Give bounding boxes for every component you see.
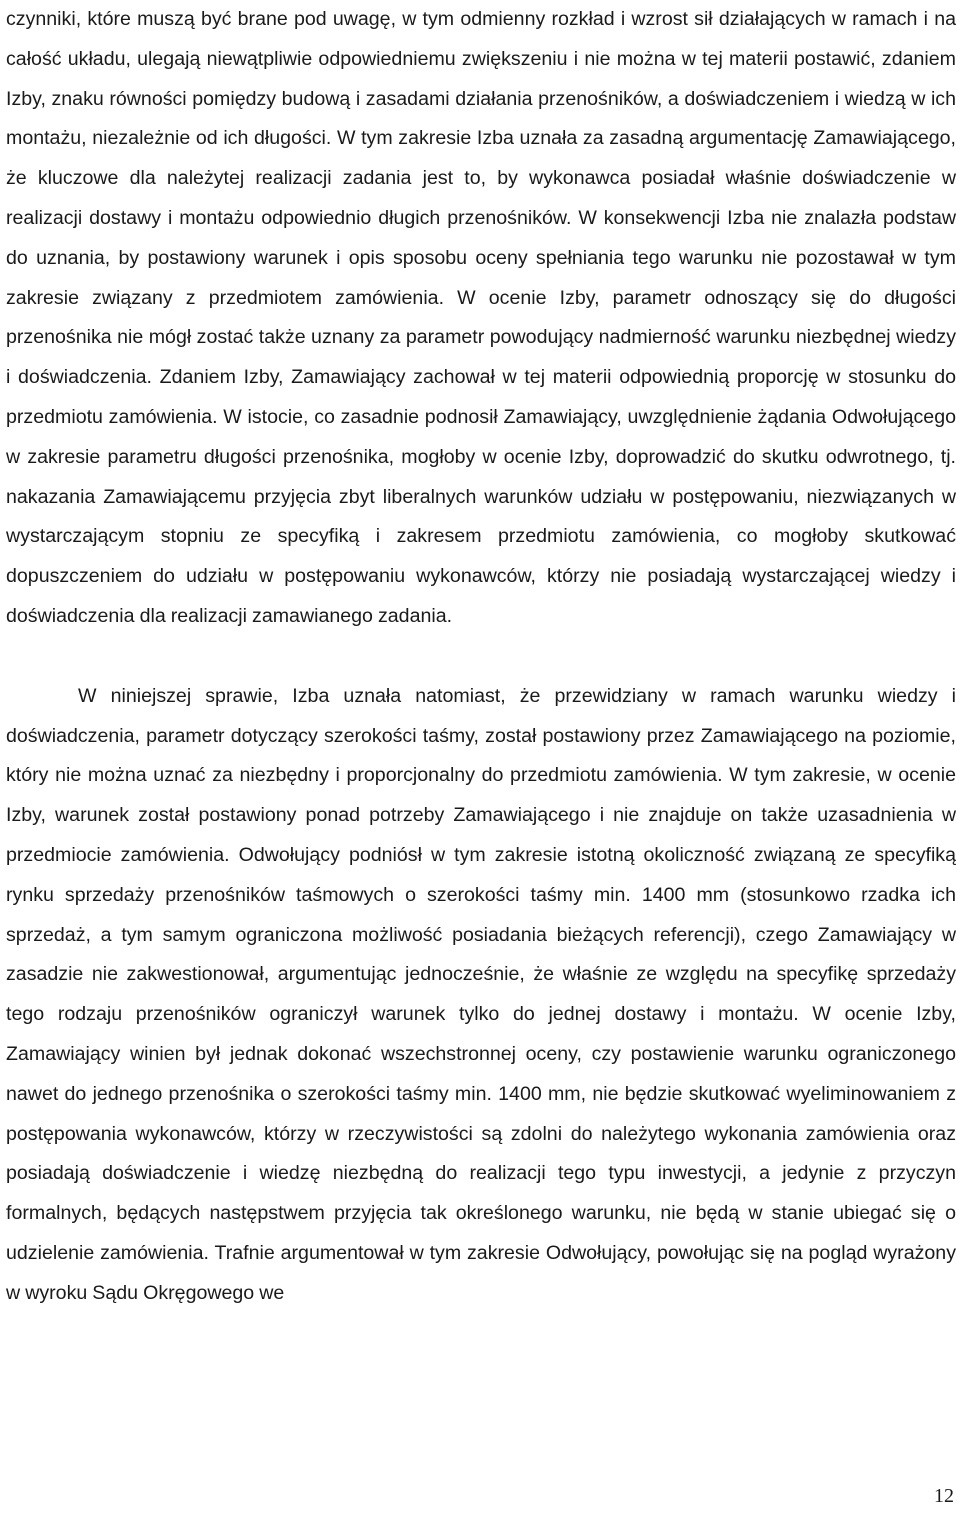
page-number: 12: [934, 1485, 954, 1507]
paragraph-body-2: W niniejszej sprawie, Izba uznała natomiast, że przewidziany w ramach warunku wiedzy i doświadczenia, parametr dotyczący szerokości taśmy, został postawiony przez Zamawiającego na poziomie, który nie można uznać za niezbędny i proporcjonalny do przedmiotu zamówienia. W tym zakresie, w ocenie Izby, warunek został postawiony ponad potrzeby Zamawiającego i nie znajduje on także uzasadnienia w przedmiocie zamówienia. Odwołujący podniósł w tym zakresie istotną okoliczność związaną ze specyfiką rynku sprzedaży przenośników taśmowych o szerokości taśmy min. 1400 mm (stosunkowo rzadka ich sprzedaż, a tym samym ograniczona możliwość posiadania bieżących referencji), czego Zamawiający w zasadzie nie zakwestionował, argumentując jednocześnie, że właśnie ze względu na specyfikę sprzedaży tego rodzaju przenośników ograniczył warunek tylko do jednej dostawy i montażu. W ocenie Izby, Zamawiający winien był jednak dokonać wszechstronnej oceny, czy postawienie warunku ograniczonego nawet do jednego przenośnika o szerokości taśmy min. 1400 mm, nie będzie skutkować wyeliminowaniem z postępowania wykonawców, którzy w rzeczywistości są zdolni do należytego wykonania zamówienia oraz posiadają doświadczenie i wiedzę niezbędną do realizacji tego typu inwestycji, a jedynie z przyczyn formalnych, będących następstwem przyjęcia tak określonego warunku, nie będą w stanie ubiegać się o udzielenie zamówienia. Trafnie argumentował w tym zakresie Odwołujący, powołując się na pogląd wyrażony w wyroku Sądu Okręgowego we: [6, 684, 956, 1304]
paragraph-body-1: czynniki, które muszą być brane pod uwagę, w tym odmienny rozkład i wzrost sił działających w ramach i na całość układu, ulegają niewątpliwie odpowiedniemu zwiększeniu i nie można w tej materii postawić, zdaniem Izby, znaku równości pomiędzy budową i zasadami działania przenośników, a doświadczeniem i wiedzą w ich montażu, niezależnie od ich długości. W tym zakresie Izba uznała za zasadną argumentację Zamawiającego, że kluczowe dla należytej realizacji zadania jest to, by wykonawca posiadał właśnie doświadczenie w realizacji dostawy i montażu odpowiednio długich przenośników. W konsekwencji Izba nie znalazła podstaw do uznania, by postawiony warunek i opis sposobu oceny spełniania tego warunku nie pozostawał w tym zakresie związany z przedmiotem zamówienia. W ocenie Izby, parametr odnoszący się do długości przenośnika nie mógł zostać także uznany za parametr powodujący nadmierność warunku niezbędnej wiedzy i doświadczenia. Zdaniem Izby, Zamawiający zachował w tej materii odpowiednią proporcję w stosunku do przedmiotu zamówienia. W istocie, co zasadnie podnosił Zamawiający, uwzględnienie żądania Odwołującego w zakresie parametru długości przenośnika, mogłoby w ocenie Izby, doprowadzić do skutku odwrotnego, tj. nakazania Zamawiającemu przyjęcia zbyt liberalnych warunków udziału w postępowaniu, niezwiązanych w wystarczającym stopniu ze specyfiką i zakresem przedmiotu zamówienia, co mogłoby skutkować dopuszczeniem do udziału w postępowaniu wykonawców, którzy nie posiadają wystarczającej wiedzy i doświadczenia dla realizacji zamawianego zadania.: [6, 8, 956, 627]
document-page: [6, 0, 956, 1314]
